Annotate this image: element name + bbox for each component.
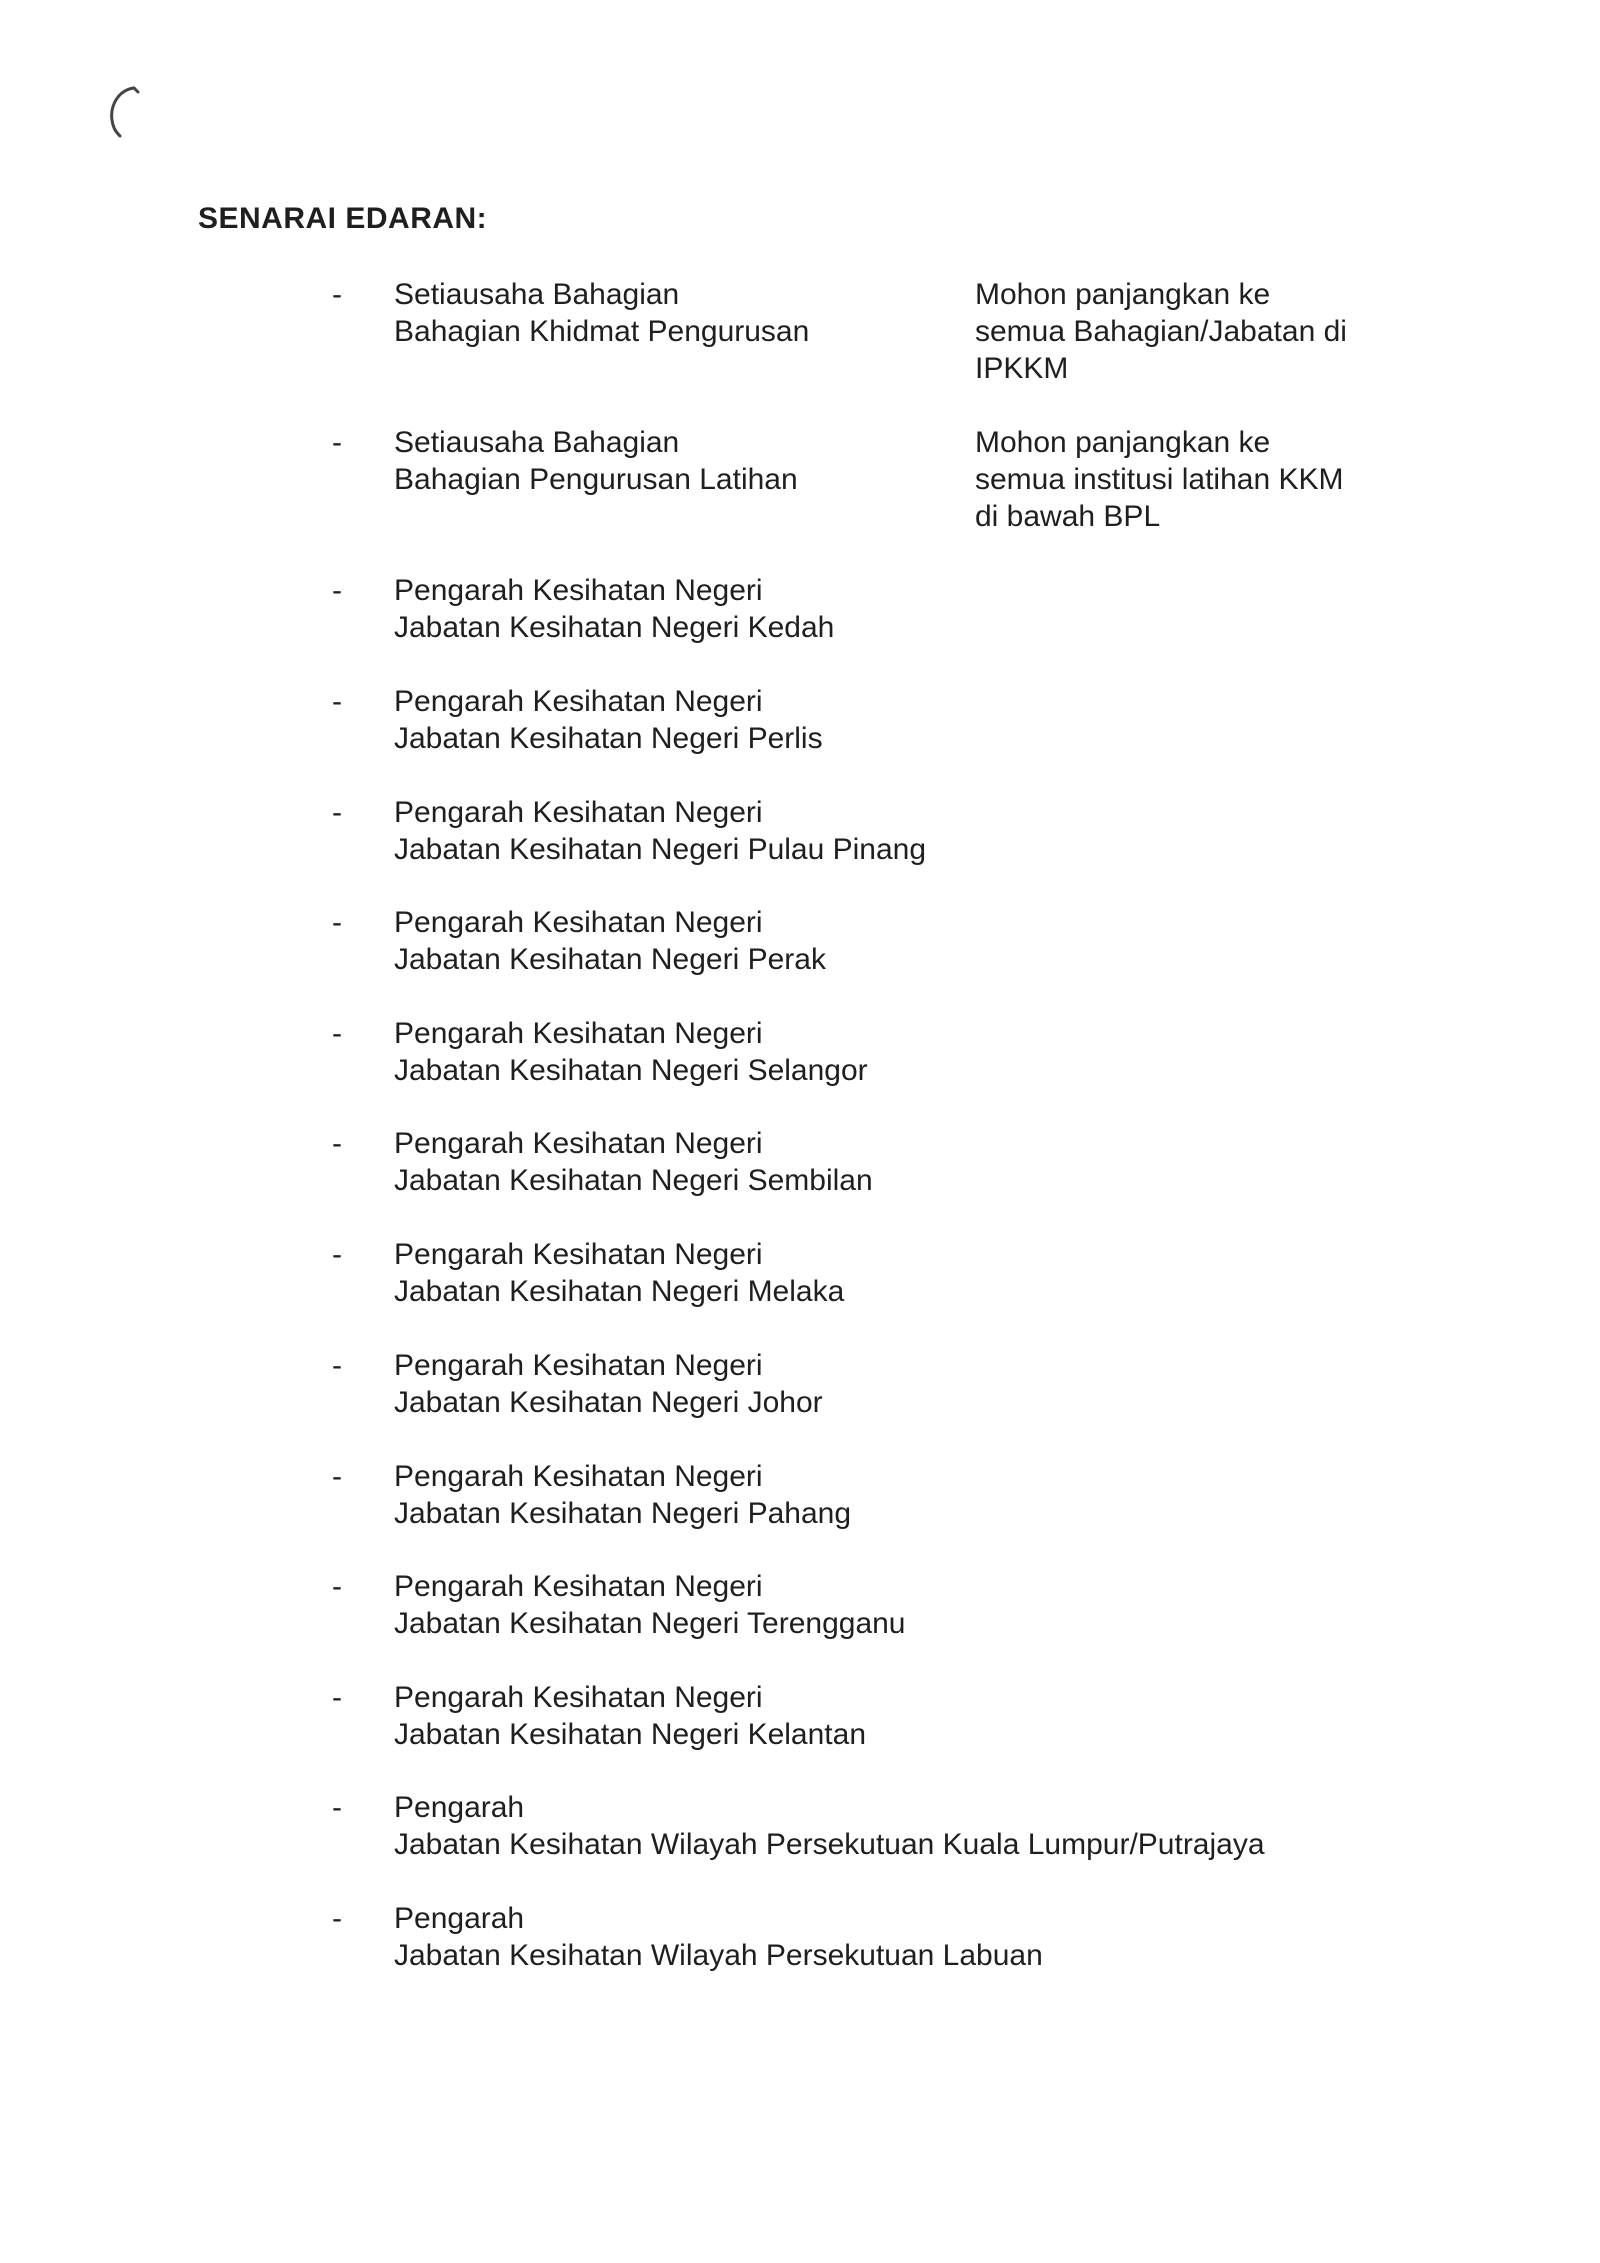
recipient-title: Pengarah Kesihatan Negeri xyxy=(394,1681,763,1714)
note-line: semua Bahagian/Jabatan di xyxy=(975,315,1347,348)
entry-recipient xyxy=(394,683,823,757)
recipient-organisation: Jabatan Kesihatan Negeri Kedah xyxy=(394,611,835,644)
entry-bullet-dash: - xyxy=(332,426,342,459)
entry-bullet-dash: - xyxy=(332,1460,342,1493)
entry-recipient xyxy=(394,1125,873,1199)
recipient-organisation: Jabatan Kesihatan Negeri Melaka xyxy=(394,1275,845,1308)
entry-recipient xyxy=(394,1900,1043,1974)
recipient-title: Pengarah xyxy=(394,1791,525,1824)
entry-bullet-dash: - xyxy=(332,1570,342,1603)
entry-recipient xyxy=(394,1789,1265,1863)
distribution-list-heading: SENARAI EDARAN: xyxy=(198,202,488,235)
entry-recipient xyxy=(394,1347,823,1421)
entry-bullet-dash: - xyxy=(332,1902,342,1935)
recipient-title: Pengarah Kesihatan Negeri xyxy=(394,796,763,829)
entry-recipient xyxy=(394,276,809,350)
note-line: semua institusi latihan KKM xyxy=(975,463,1344,496)
entry-recipient xyxy=(394,424,798,498)
entry-recipient xyxy=(394,1015,868,1089)
entry-bullet-dash: - xyxy=(332,574,342,607)
recipient-title: Pengarah Kesihatan Negeri xyxy=(394,906,763,939)
recipient-organisation: Jabatan Kesihatan Negeri Perak xyxy=(394,943,826,976)
recipient-organisation: Jabatan Kesihatan Negeri Terengganu xyxy=(394,1607,906,1640)
entry-bullet-dash: - xyxy=(332,796,342,829)
recipient-title: Pengarah Kesihatan Negeri xyxy=(394,1570,763,1603)
recipient-title: Pengarah Kesihatan Negeri xyxy=(394,1017,763,1050)
recipient-title: Pengarah xyxy=(394,1902,525,1935)
recipient-organisation: Jabatan Kesihatan Negeri Johor xyxy=(394,1386,823,1419)
recipient-organisation: Jabatan Kesihatan Negeri Kelantan xyxy=(394,1718,867,1751)
recipient-organisation: Jabatan Kesihatan Wilayah Persekutuan Labuan xyxy=(394,1939,1043,1972)
note-line: Mohon panjangkan ke xyxy=(975,426,1271,459)
recipient-title: Setiausaha Bahagian xyxy=(394,278,680,311)
entry-bullet-dash: - xyxy=(332,1017,342,1050)
entry-recipient xyxy=(394,794,926,868)
entry-recipient xyxy=(394,1236,844,1310)
recipient-title: Pengarah Kesihatan Negeri xyxy=(394,1127,763,1160)
recipient-organisation: Jabatan Kesihatan Wilayah Persekutuan Kuala Lumpur/Putrajaya xyxy=(394,1828,1265,1861)
recipient-title: Pengarah Kesihatan Negeri xyxy=(394,1349,763,1382)
entry-bullet-dash: - xyxy=(332,1791,342,1824)
recipient-organisation: Bahagian Pengurusan Latihan xyxy=(394,463,798,496)
recipient-organisation: Jabatan Kesihatan Negeri Pahang xyxy=(394,1497,852,1530)
recipient-title: Pengarah Kesihatan Negeri xyxy=(394,685,763,718)
entry-recipient xyxy=(394,1568,906,1642)
recipient-organisation: Jabatan Kesihatan Negeri Selangor xyxy=(394,1054,868,1087)
recipient-organisation: Jabatan Kesihatan Negeri Sembilan xyxy=(394,1164,873,1197)
recipient-title: Pengarah Kesihatan Negeri xyxy=(394,1238,763,1271)
entry-bullet-dash: - xyxy=(332,1127,342,1160)
recipient-title: Setiausaha Bahagian xyxy=(394,426,680,459)
entry-recipient xyxy=(394,1458,851,1532)
entry-bullet-dash: - xyxy=(332,278,342,311)
corner-scan-mark xyxy=(104,80,152,144)
entry-recipient xyxy=(394,572,834,646)
note-line: Mohon panjangkan ke xyxy=(975,278,1271,311)
recipient-organisation: Jabatan Kesihatan Negeri Perlis xyxy=(394,722,823,755)
recipient-title: Pengarah Kesihatan Negeri xyxy=(394,1460,763,1493)
entry-recipient xyxy=(394,904,826,978)
entry-bullet-dash: - xyxy=(332,1349,342,1382)
entry-recipient xyxy=(394,1679,866,1753)
recipient-organisation: Bahagian Khidmat Pengurusan xyxy=(394,315,810,348)
note-line: IPKKM xyxy=(975,352,1069,385)
entry-bullet-dash: - xyxy=(332,1681,342,1714)
entry-forwarding-note xyxy=(975,424,1395,535)
recipient-organisation: Jabatan Kesihatan Negeri Pulau Pinang xyxy=(394,833,927,866)
entry-forwarding-note xyxy=(975,276,1395,387)
entry-bullet-dash: - xyxy=(332,1238,342,1271)
entry-bullet-dash: - xyxy=(332,685,342,718)
entry-bullet-dash: - xyxy=(332,906,342,939)
recipient-title: Pengarah Kesihatan Negeri xyxy=(394,574,763,607)
note-line: di bawah BPL xyxy=(975,500,1161,533)
